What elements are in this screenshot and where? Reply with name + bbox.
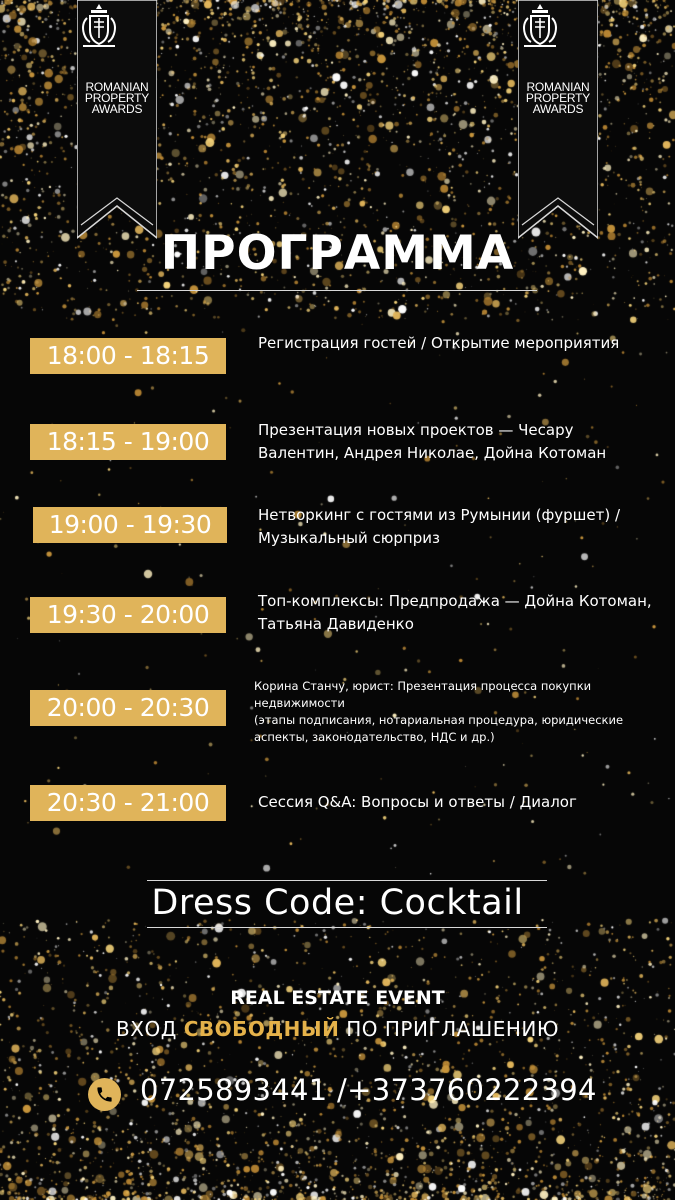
brand-line-1: ROMANIAN — [526, 80, 590, 94]
schedule-description: Корина Станчу, юрист: Презентация процесса покупки недвижимости — [254, 679, 592, 710]
entry-prefix: ВХОД — [116, 1017, 184, 1041]
dress-code: Dress Code: Cocktail — [151, 883, 524, 923]
brand-line-2: PROPERTY — [84, 91, 150, 105]
dress-code-bottom-divider — [147, 927, 547, 928]
brand-line-2: PROPERTY — [525, 91, 591, 105]
ribbon-logo-right — [518, 0, 598, 240]
schedule-description: Презентация новых проектов — Чесару Валентин, Андрея Николае, Дойна Котоман — [258, 421, 607, 462]
entry-suffix: ПО ПРИГЛАШЕНИЮ — [339, 1017, 559, 1041]
time-badge: 18:15 - 19:00 — [30, 424, 226, 460]
schedule-description: Регистрация гостей / Открытие мероприятия — [258, 334, 620, 352]
brand-line-3: AWARDS — [532, 102, 584, 116]
brand-line-3: AWARDS — [91, 102, 143, 116]
brand-name — [77, 82, 157, 115]
event-name: REAL ESTATE EVENT — [230, 987, 445, 1009]
schedule-description: Нетворкинг с гостями из Румынии (фуршет) / Музыкальный сюрприз — [258, 506, 621, 547]
page-title: ПРОГРАММА — [160, 226, 515, 281]
time-badge: 19:30 - 20:00 — [30, 597, 226, 633]
crest-icon — [518, 0, 562, 52]
entry-highlight: СВОБОДНЫЙ — [183, 1017, 340, 1041]
crest-icon — [77, 0, 121, 52]
phone-icon — [88, 1078, 121, 1111]
brand-line-1: ROMANIAN — [85, 80, 149, 94]
dress-code-top-divider — [147, 880, 547, 881]
schedule-description: Сессия Q&A: Вопросы и ответы / Диалог — [258, 793, 577, 811]
ribbon-logo-left — [77, 0, 157, 240]
phone-numbers[interactable]: 0725893441 /+37376022239‌4 — [140, 1073, 597, 1107]
schedule-description: Топ-комплексы: Предпродажа — Дойна Котоман, Татьяна Давиденко — [258, 592, 652, 633]
title-divider — [137, 290, 537, 291]
time-badge: 20:30 - 21:00 — [30, 785, 226, 821]
entry-info — [0, 1017, 675, 1041]
time-badge: 20:00 - 20:30 — [30, 690, 226, 726]
phone-handset-glyph — [95, 1085, 114, 1104]
time-badge: 18:00 - 18:15 — [30, 338, 226, 374]
brand-name — [518, 82, 598, 115]
schedule-details: (этапы подписания, нотариальная процедура, юридические аспекты, законодательство, НДС и др.) — [254, 713, 624, 744]
time-badge: 19:00 - 19:30 — [33, 507, 227, 543]
